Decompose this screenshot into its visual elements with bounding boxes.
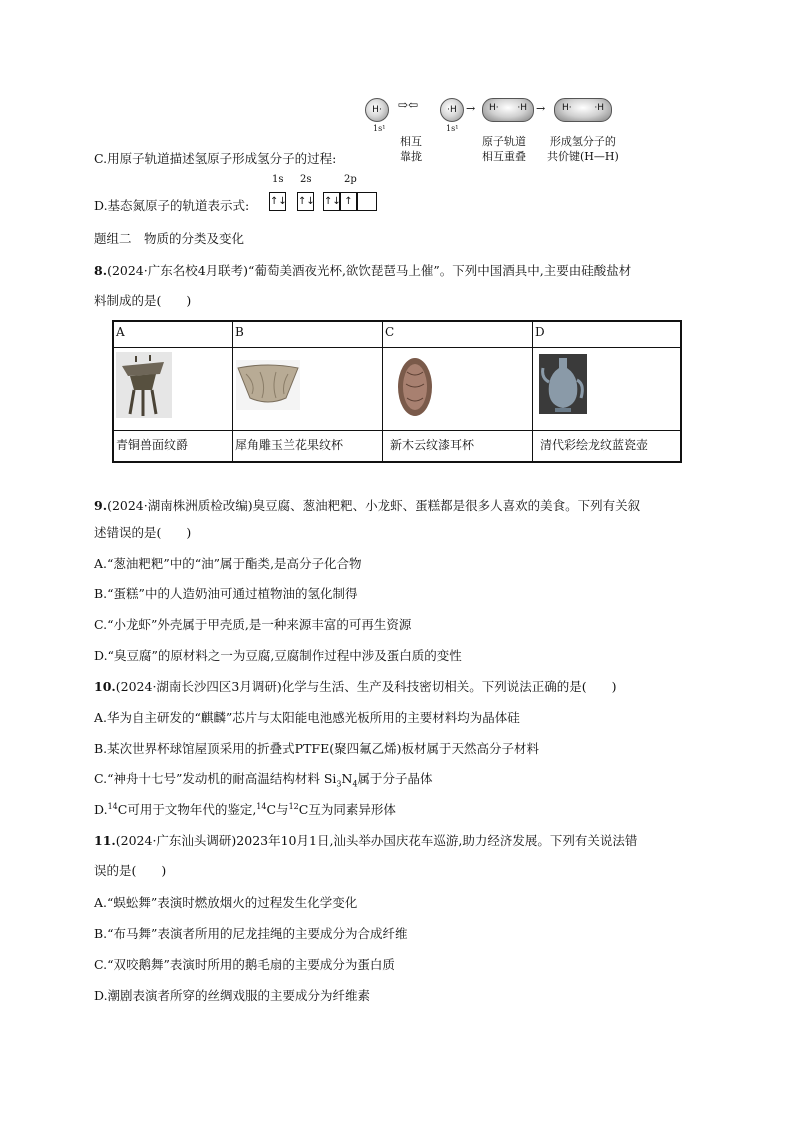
q11-line2: 误的是( ) — [94, 863, 167, 878]
q10-c-post: 属于分子晶体 — [357, 771, 433, 786]
name-d: 清代彩绘龙纹蓝瓷壶 — [540, 438, 649, 452]
q10-c-sub1: 3 — [336, 779, 342, 789]
step2-label — [482, 134, 526, 164]
orbital-label-left: 1s¹ — [373, 124, 386, 133]
header-c: C — [385, 325, 395, 339]
orbital-diagram — [360, 92, 640, 172]
step1-line2: 靠拢 — [400, 150, 422, 163]
q10-d-sup3: 12 — [288, 801, 299, 811]
step3-line1: 形成氢分子的 — [549, 135, 616, 148]
orbital-box-2s: ↑↓ — [297, 192, 314, 211]
label-2s: 2s — [300, 174, 312, 185]
q8-line2: 料制成的是( ) — [94, 293, 192, 308]
label-1s: 1s — [272, 174, 284, 185]
step1-label — [400, 134, 422, 164]
q10-text: (2024·湖南长沙四区3月调研)化学与生活、生产及科技密切相关。下列说法正确的是( ) — [115, 679, 617, 694]
q10-option-c — [94, 770, 433, 788]
step3-line2: 共价键(H—H) — [547, 150, 619, 163]
molecule-right-label: ·H — [517, 103, 527, 113]
q11-option-c: C.“双咬鹅舞”表演时所用的鹅毛扇的主要成分为蛋白质 — [94, 957, 395, 972]
q9-option-b: B.“蛋糕”中的人造奶油可通过植物油的氢化制得 — [94, 586, 358, 601]
h2-right-label: ·H — [594, 103, 604, 113]
q10-c-sub2: 4 — [352, 779, 358, 789]
q11-option-b: B.“布马舞”表演者所用的尼龙挂绳的主要成分为合成纤维 — [94, 926, 408, 941]
header-a: A — [116, 325, 125, 339]
orbital-box-2p-2: ↑ — [340, 192, 357, 211]
hydrogen-molecule — [554, 98, 612, 122]
q9-option-a: A.“葱油粑粑”中的“油”属于酯类,是高分子化合物 — [94, 556, 362, 571]
molecule-left-label: H· — [489, 103, 499, 113]
step2-line2: 相互重叠 — [482, 150, 526, 163]
q10-d-d: C互为同素异形体 — [298, 802, 396, 817]
bronze-jue-image — [116, 352, 172, 418]
option-d: D.基态氮原子的轨道表示式: — [94, 198, 250, 213]
q10-d-sup2: 14 — [256, 801, 267, 811]
orbital-box-2p-1: ↑↓ — [323, 192, 340, 211]
q10-d-c: C与 — [266, 802, 289, 817]
q10-c-pre: C.“神舟十七号”发动机的耐高温结构材料 Si — [94, 771, 337, 786]
q9-number: 9. — [94, 498, 108, 513]
q11-number: 11. — [94, 833, 116, 848]
q8-text: (2024·广东名校4月联考)“葡萄美酒夜光杯,欲饮琵琶马上催”。下列中国酒具中,主要由硅酸盐材 — [107, 263, 632, 278]
porcelain-ewer-image — [539, 354, 587, 414]
q9-line2: 述错误的是( ) — [94, 525, 192, 540]
q9-line1 — [94, 497, 640, 515]
orbital-box-2p-3 — [357, 192, 377, 211]
overlapping-orbitals — [482, 98, 534, 122]
option-c: C.用原子轨道描述氢原子形成氢分子的过程: — [94, 151, 337, 166]
rhino-horn-cup-image — [236, 360, 300, 410]
step2-line1: 原子轨道 — [482, 135, 526, 148]
q10-c-mid: N — [341, 771, 353, 786]
h2-left-label: H· — [562, 103, 572, 113]
orbital-label-right: 1s¹ — [446, 124, 459, 133]
q11-option-a: A.“蜈蚣舞”表演时燃放烟火的过程发生化学变化 — [94, 895, 358, 910]
q11-text: (2024·广东汕头调研)2023年10月1日,汕头举办国庆花车巡游,助力经济发展。下列有关说法错 — [115, 833, 638, 848]
q8-line1 — [94, 262, 631, 280]
lacquer-ear-cup-image — [393, 354, 437, 420]
name-a: 青铜兽面纹爵 — [116, 438, 189, 452]
name-b: 犀角雕玉兰花果纹杯 — [235, 438, 344, 452]
hydrogen-atom-right: ·H — [440, 98, 464, 122]
q10-number: 10. — [94, 679, 116, 694]
q10-line1 — [94, 678, 617, 696]
arrow-1: → — [466, 102, 476, 115]
q9-option-c: C.“小龙虾”外壳属于甲壳质,是一种来源丰富的可再生资源 — [94, 617, 412, 632]
artifact-table — [112, 320, 682, 463]
label-2p: 2p — [344, 174, 357, 185]
q8-number: 8. — [94, 263, 108, 278]
header-d: D — [535, 325, 545, 339]
hydrogen-atom-left: H· — [365, 98, 389, 122]
header-b: B — [235, 325, 244, 339]
q11-option-d: D.潮剧表演者所穿的丝绸戏服的主要成分为纤维素 — [94, 988, 371, 1003]
group-title: 题组二 物质的分类及变化 — [94, 231, 245, 246]
step3-label — [547, 134, 619, 164]
q10-d-a: D. — [94, 802, 108, 817]
arrow-2: → — [536, 102, 546, 115]
q10-option-b: B.某次世界杯球馆屋顶采用的折叠式PTFE(聚四氟乙烯)板材属于天然高分子材料 — [94, 741, 539, 756]
step1-line1: 相互 — [400, 135, 422, 148]
q10-option-a: A.华为自主研发的“麒麟”芯片与太阳能电池感光板所用的主要材料均为晶体硅 — [94, 710, 520, 725]
q10-d-b: C可用于文物年代的鉴定, — [117, 802, 257, 817]
name-c: 新木云纹漆耳杯 — [390, 438, 475, 452]
q10-option-d — [94, 801, 396, 819]
q10-d-sup1: 14 — [107, 801, 118, 811]
approach-arrows: ⇨⇦ — [398, 98, 419, 112]
q9-option-d: D.“臭豆腐”的原材料之一为豆腐,豆腐制作过程中涉及蛋白质的变性 — [94, 648, 462, 663]
q11-line1 — [94, 832, 637, 850]
q9-text: (2024·湖南株洲质检改编)臭豆腐、葱油粑粑、小龙虾、蛋糕都是很多人喜欢的美食。下列有关叙 — [107, 498, 641, 513]
orbital-box-1s: ↑↓ — [269, 192, 286, 211]
